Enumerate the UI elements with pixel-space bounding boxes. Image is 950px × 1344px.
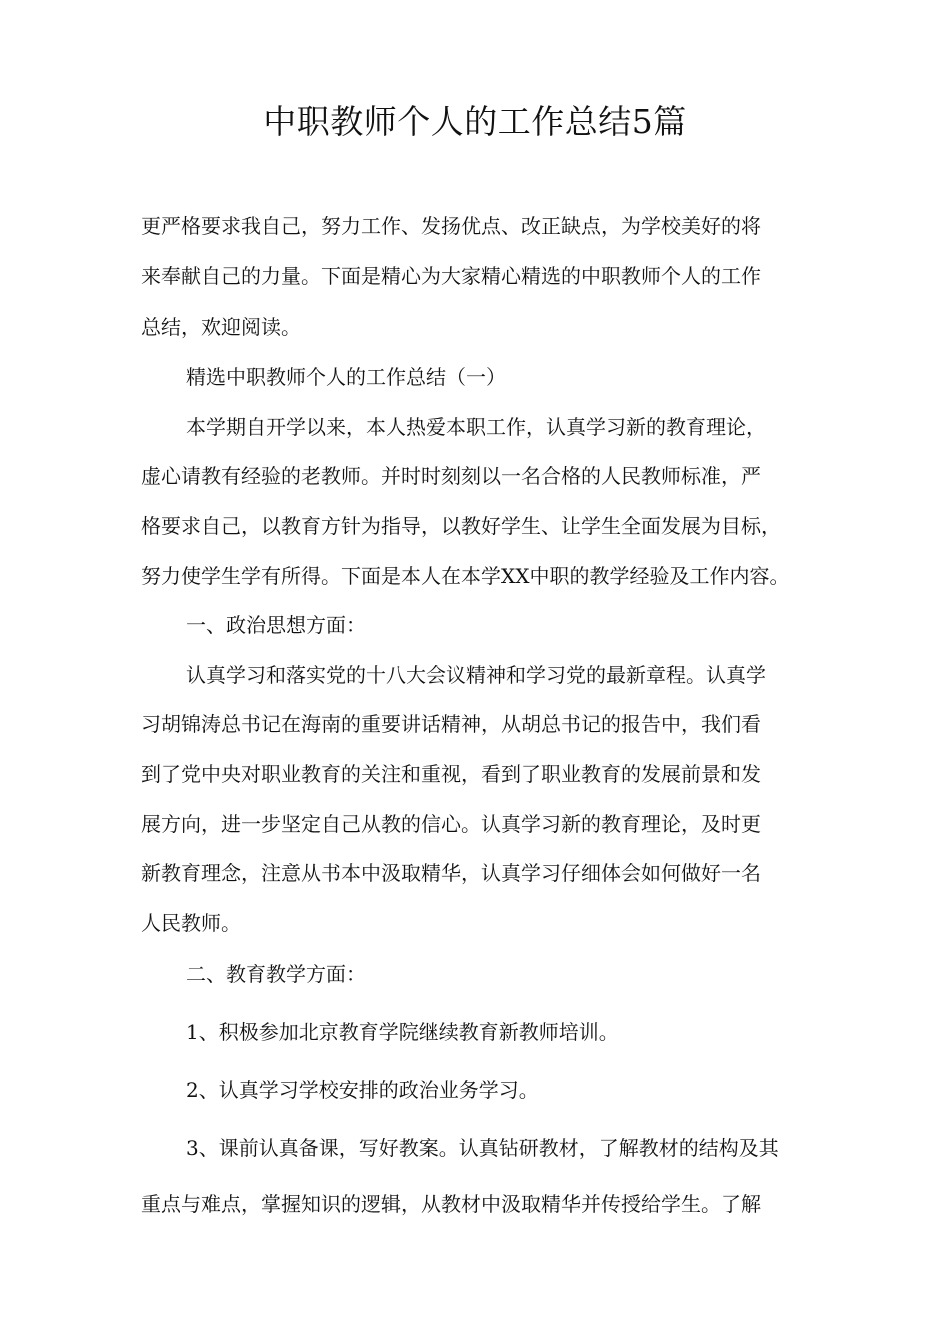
paragraph-line: 习胡锦涛总书记在海南的重要讲话精神，从胡总书记的报告中，我们看 [141, 712, 761, 736]
list-item: 2、认真学习学校安排的政治业务学习。 [186, 1078, 539, 1102]
document-title: 中职教师个人的工作总结5篇 [263, 102, 687, 141]
paragraph-line: 重点与难点，掌握知识的逻辑，从教材中汲取精华并传授给学生。了解 [141, 1192, 761, 1216]
list-item: 1、积极参加北京教育学院继续教育新教师培训。 [186, 1020, 619, 1044]
paragraph-line: 努力使学生学有所得。下面是本人在本学XX中职的教学经验及工作内容。 [141, 564, 790, 588]
paragraph-line: 更严格要求我自己，努力工作、发扬优点、改正缺点，为学校美好的将 [141, 214, 761, 238]
list-item: 3、课前认真备课，写好教案。认真钻研教材，了解教材的结构及其 [186, 1136, 779, 1160]
paragraph-line: 新教育理念，注意从书本中汲取精华，认真学习仔细体会如何做好一名 [141, 861, 761, 885]
paragraph-line: 来奉献自己的力量。下面是精心为大家精心精选的中职教师个人的工作 [141, 264, 761, 288]
section-heading: 精选中职教师个人的工作总结（一） [186, 365, 506, 389]
section-heading: 二、教育教学方面： [186, 962, 366, 986]
paragraph-line: 到了党中央对职业教育的关注和重视，看到了职业教育的发展前景和发 [141, 762, 761, 786]
paragraph-line: 人民教师。 [141, 911, 241, 935]
paragraph-line: 格要求自己，以教育方针为指导，以教好学生、让学生全面发展为目标， [141, 514, 781, 538]
paragraph-line: 展方向，进一步坚定自己从教的信心。认真学习新的教育理论，及时更 [141, 812, 761, 836]
paragraph-line: 虚心请教有经验的老教师。并时时刻刻以一名合格的人民教师标准，严 [141, 464, 761, 488]
section-heading: 一、政治思想方面： [186, 613, 366, 637]
paragraph-line: 总结，欢迎阅读。 [141, 315, 301, 339]
paragraph-line: 认真学习和落实党的十八大会议精神和学习党的最新章程。认真学 [186, 663, 766, 687]
paragraph-line: 本学期自开学以来，本人热爱本职工作，认真学习新的教育理论， [186, 415, 766, 439]
